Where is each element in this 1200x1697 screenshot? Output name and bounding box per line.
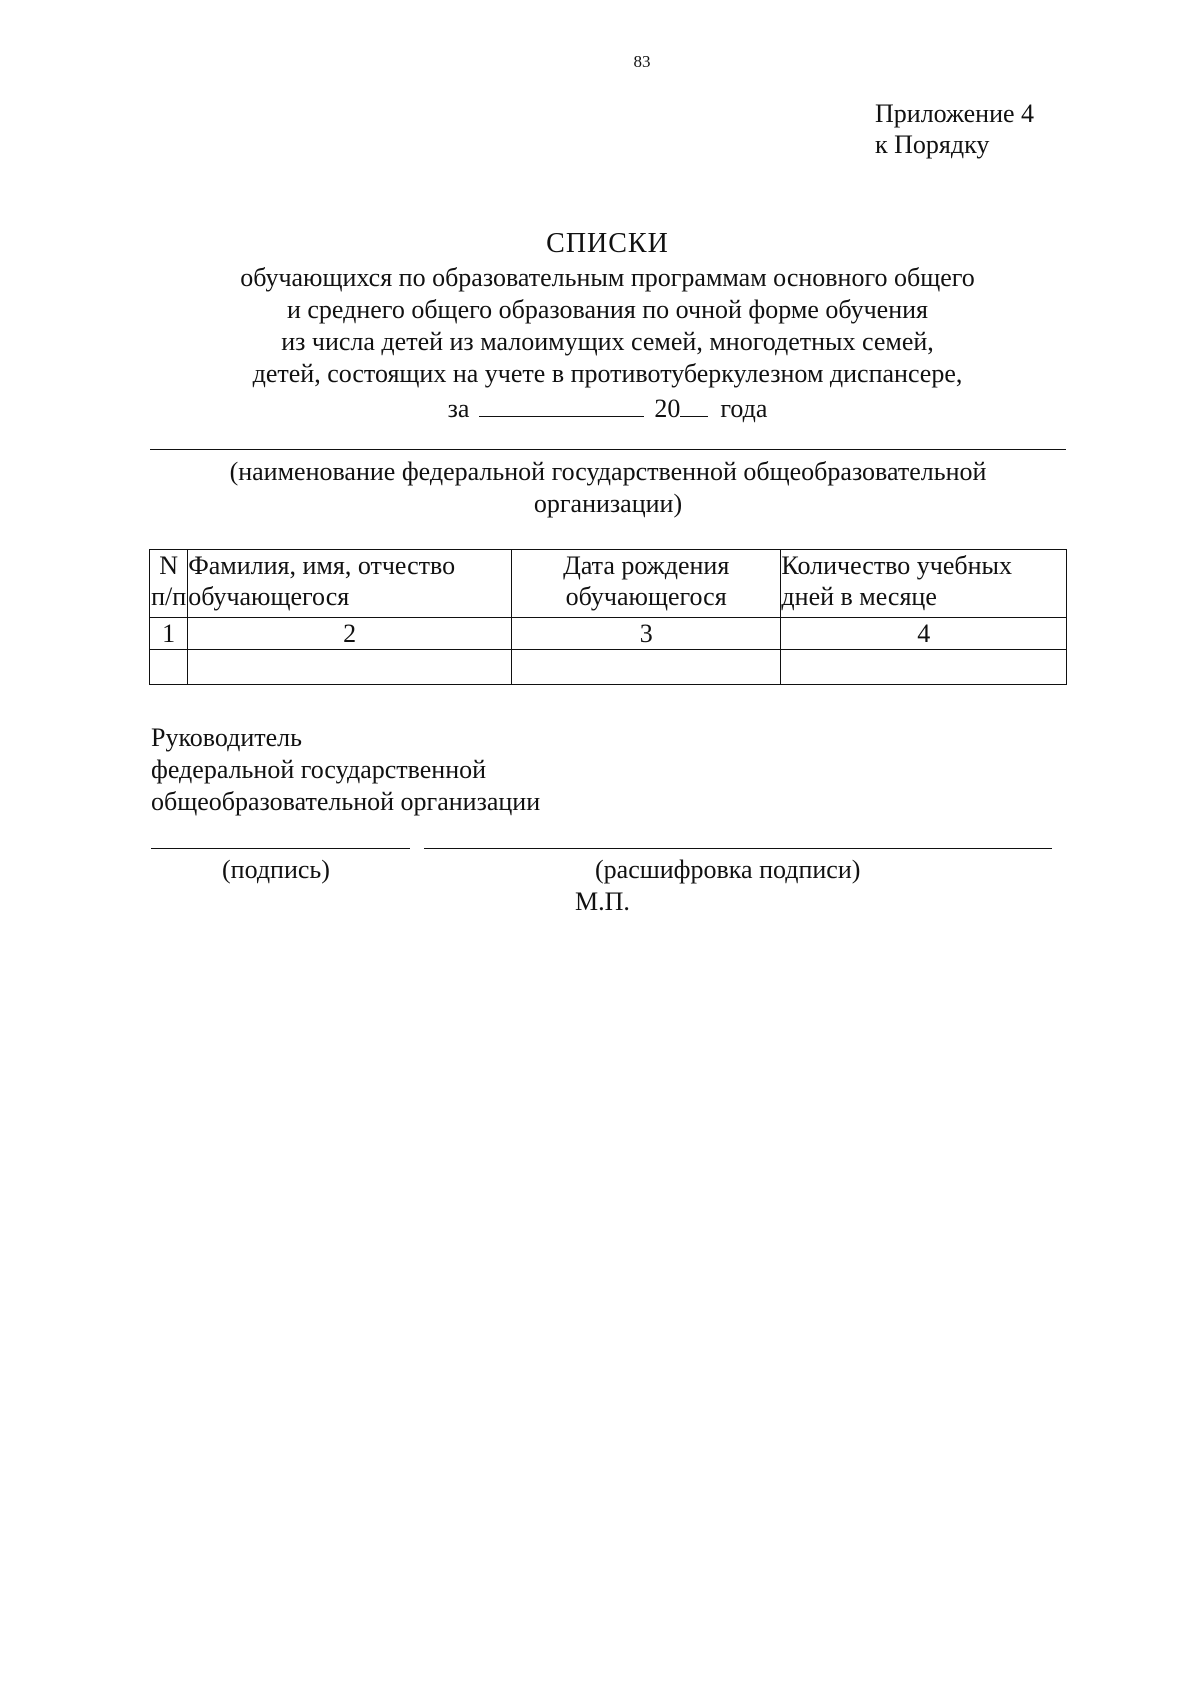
organization-caption-line-1: (наименование федеральной государственной общеобразовательной bbox=[229, 457, 987, 486]
signature-transcript-line bbox=[424, 848, 1052, 849]
organization-caption bbox=[150, 456, 1066, 520]
header-number-line-1: N bbox=[159, 551, 178, 580]
organization-name-line bbox=[150, 449, 1066, 450]
column-number-2: 2 bbox=[188, 618, 512, 650]
table-header-row bbox=[150, 550, 1067, 618]
period-blank-field bbox=[479, 390, 644, 417]
header-school-days-line-2: дней в месяце bbox=[781, 582, 937, 611]
header-full-name-line-1: Фамилия, имя, отчество bbox=[188, 551, 456, 580]
title-line-2: и среднего общего образования по очной форме обучения bbox=[286, 295, 929, 324]
table-cell bbox=[188, 650, 512, 685]
column-number-3: 3 bbox=[511, 618, 780, 650]
column-number-4: 4 bbox=[781, 618, 1067, 650]
students-list-table bbox=[149, 549, 1067, 685]
header-full-name bbox=[188, 550, 512, 618]
table-cell bbox=[781, 650, 1067, 685]
table-row bbox=[150, 650, 1067, 685]
column-number-1: 1 bbox=[150, 618, 188, 650]
table-cell bbox=[150, 650, 188, 685]
appendix-line-1: Приложение 4 bbox=[875, 99, 1035, 128]
header-number bbox=[150, 550, 188, 618]
document-title-block bbox=[150, 228, 1065, 425]
organization-caption-line-2: организации) bbox=[533, 489, 683, 518]
signature-caption: (подпись) bbox=[222, 855, 330, 884]
header-birth-date-line-1: Дата рождения bbox=[563, 551, 730, 580]
table-cell bbox=[511, 650, 780, 685]
signatory-role-line-3: общеобразовательной организации bbox=[151, 787, 541, 816]
header-birth-date-line-2: обучающегося bbox=[565, 582, 727, 611]
appendix-line-2: к Порядку bbox=[875, 130, 990, 159]
title-line-4: детей, состоящих на учете в противотуберкулезном диспансере, bbox=[252, 359, 963, 388]
header-birth-date bbox=[511, 550, 780, 618]
period-prefix: за bbox=[447, 394, 470, 423]
header-school-days bbox=[781, 550, 1067, 618]
header-full-name-line-2: обучающегося bbox=[188, 582, 350, 611]
period-line bbox=[150, 390, 1065, 425]
appendix-reference bbox=[875, 98, 1034, 160]
period-year-prefix: 20 bbox=[654, 394, 681, 423]
stamp-place-label: М.П. bbox=[575, 887, 630, 916]
period-suffix: года bbox=[720, 394, 768, 423]
signature-line bbox=[151, 848, 410, 849]
header-number-line-2: п/п bbox=[151, 582, 187, 611]
signatory-role-line-2: федеральной государственной bbox=[151, 755, 487, 784]
page-number: 83 bbox=[633, 52, 651, 71]
table-column-numbers-row bbox=[150, 618, 1067, 650]
signatory-role-line-1: Руководитель bbox=[151, 723, 302, 752]
title-line-1: обучающихся по образовательным программам основного общего bbox=[240, 263, 975, 292]
signatory-role bbox=[151, 722, 540, 818]
document-title: СПИСКИ bbox=[546, 228, 669, 259]
year-blank-field bbox=[680, 390, 708, 417]
header-school-days-line-1: Количество учебных bbox=[781, 551, 1013, 580]
signature-transcript-caption: (расшифровка подписи) bbox=[595, 855, 861, 884]
title-line-3: из числа детей из малоимущих семей, многодетных семей, bbox=[281, 327, 934, 356]
